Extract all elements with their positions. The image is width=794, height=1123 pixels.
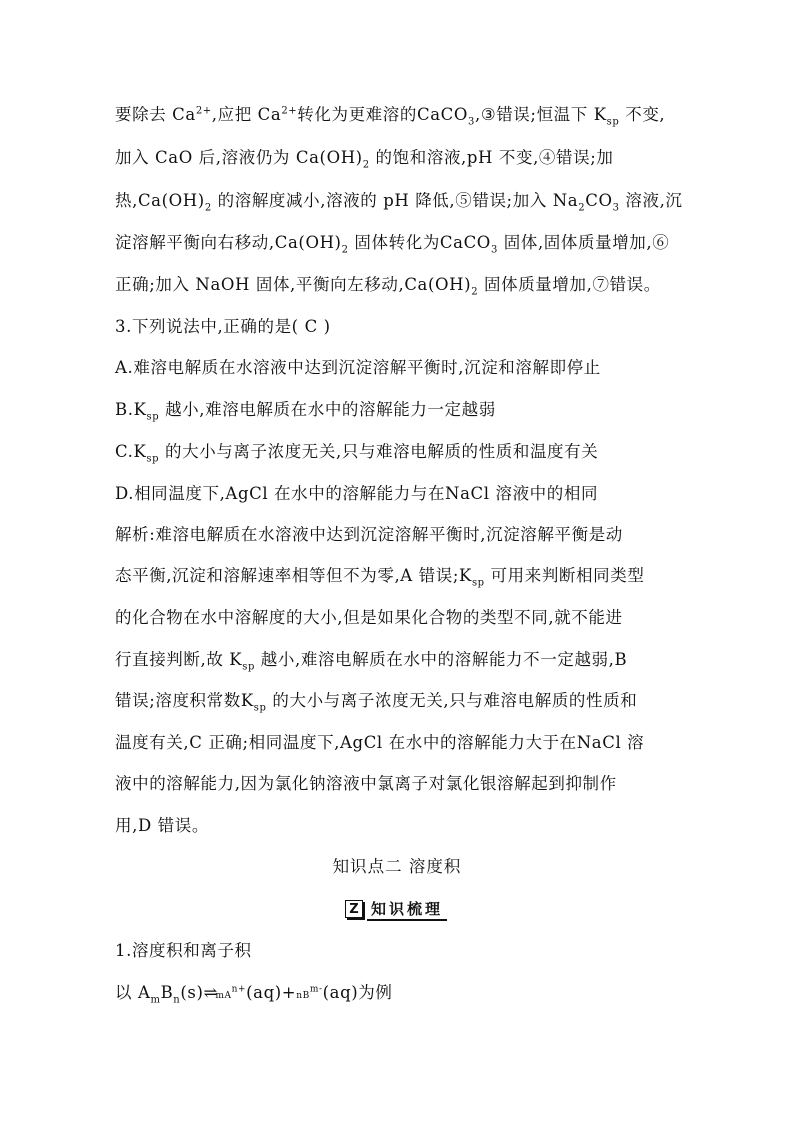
text-line: 要除去 $Ca^{2+}$,应把 $Ca^{2+}$转化为更难溶的CaCO$_3$,③错误;恒温下 $K_{sp}$ 不变, (115, 105, 666, 128)
analysis-line: 错误;溶度积常数$K_{sp}$ 的大小与离子浓度无关,只与难溶电解质的性质和 (115, 691, 638, 714)
text-line: 正确;加入 NaOH 固体,平衡向左移动$,Ca(OH)_2$ 固体质量增加,⑦错误。 (115, 275, 661, 298)
subheading-item: 1.溶度积和离子积 (115, 941, 252, 960)
analysis-line: 态平衡,沉淀和溶解速率相等但不为零,A 错误$;K_{sp}$ 可用来判断相同类型 (115, 566, 645, 589)
option-a: A.难溶电解质在水溶液中达到沉淀溶解平衡时,沉淀和溶解即停止 (115, 358, 601, 377)
option-c: $C.K_{sp}$ 的大小与离子浓度无关,只与难溶电解质的性质和温度有关 (115, 442, 599, 465)
analysis-line: 行直接判断,故 $K_{sp}$ 越小,难溶电解质在水中的溶解能力不一定越弱,B (115, 650, 628, 673)
text-line: 淀溶解平衡向右移动$,Ca(OH)_2$ 固体转化为CaCO$_3$ 固体,固体质量增加,⑥ (115, 233, 670, 256)
equation-line: 以 $A_mB_n(s)\rightleftharpoons mA^{n+}(aq)+nB^{m-}(aq)$为例 (115, 983, 393, 1006)
text-line: 加入 CaO 后,溶液仍为 $Ca(OH)_2$ 的饱和溶液,pH 不变,④错误;加 (115, 148, 614, 171)
analysis-line: 用,D 错误。 (115, 816, 209, 835)
analysis-line: 液中的溶解能力,因为氯化钠溶液中氯离子对氯化银溶解起到抑制作 (115, 774, 617, 793)
text-line: 热$,Ca(OH)_2$ 的溶解度减小,溶液的 pH 降低,⑤错误;加入 $Na_2CO_3$ 溶液,沉 (115, 191, 683, 214)
section-heading: 知识点二 溶度积 (332, 857, 462, 876)
question-stem: 3.下列说法中,正确的是( C ) (115, 317, 331, 336)
z-badge-icon: Z (345, 900, 363, 918)
equilibrium-arrow-icon: ⇌ (203, 983, 216, 1002)
option-b: $B.K_{sp}$ 越小,难溶电解质在水中的溶解能力一定越弱 (115, 400, 496, 423)
option-d: D.相同温度下,AgCl 在水中的溶解能力与在NaCl 溶液中的相同 (115, 484, 599, 503)
analysis-line: 的化合物在水中溶解度的大小,但是如果化合物的类型不同,就不能进 (115, 608, 623, 627)
analysis-line: 解析:难溶电解质在水溶液中达到沉淀溶解平衡时,沉淀溶解平衡是动 (115, 525, 623, 544)
section-banner (345, 896, 447, 922)
analysis-line: 温度有关,C 正确;相同温度下,AgCl 在水中的溶解能力大于在NaCl 溶 (115, 733, 645, 752)
section-banner-title: 知识梳理 (367, 898, 447, 921)
